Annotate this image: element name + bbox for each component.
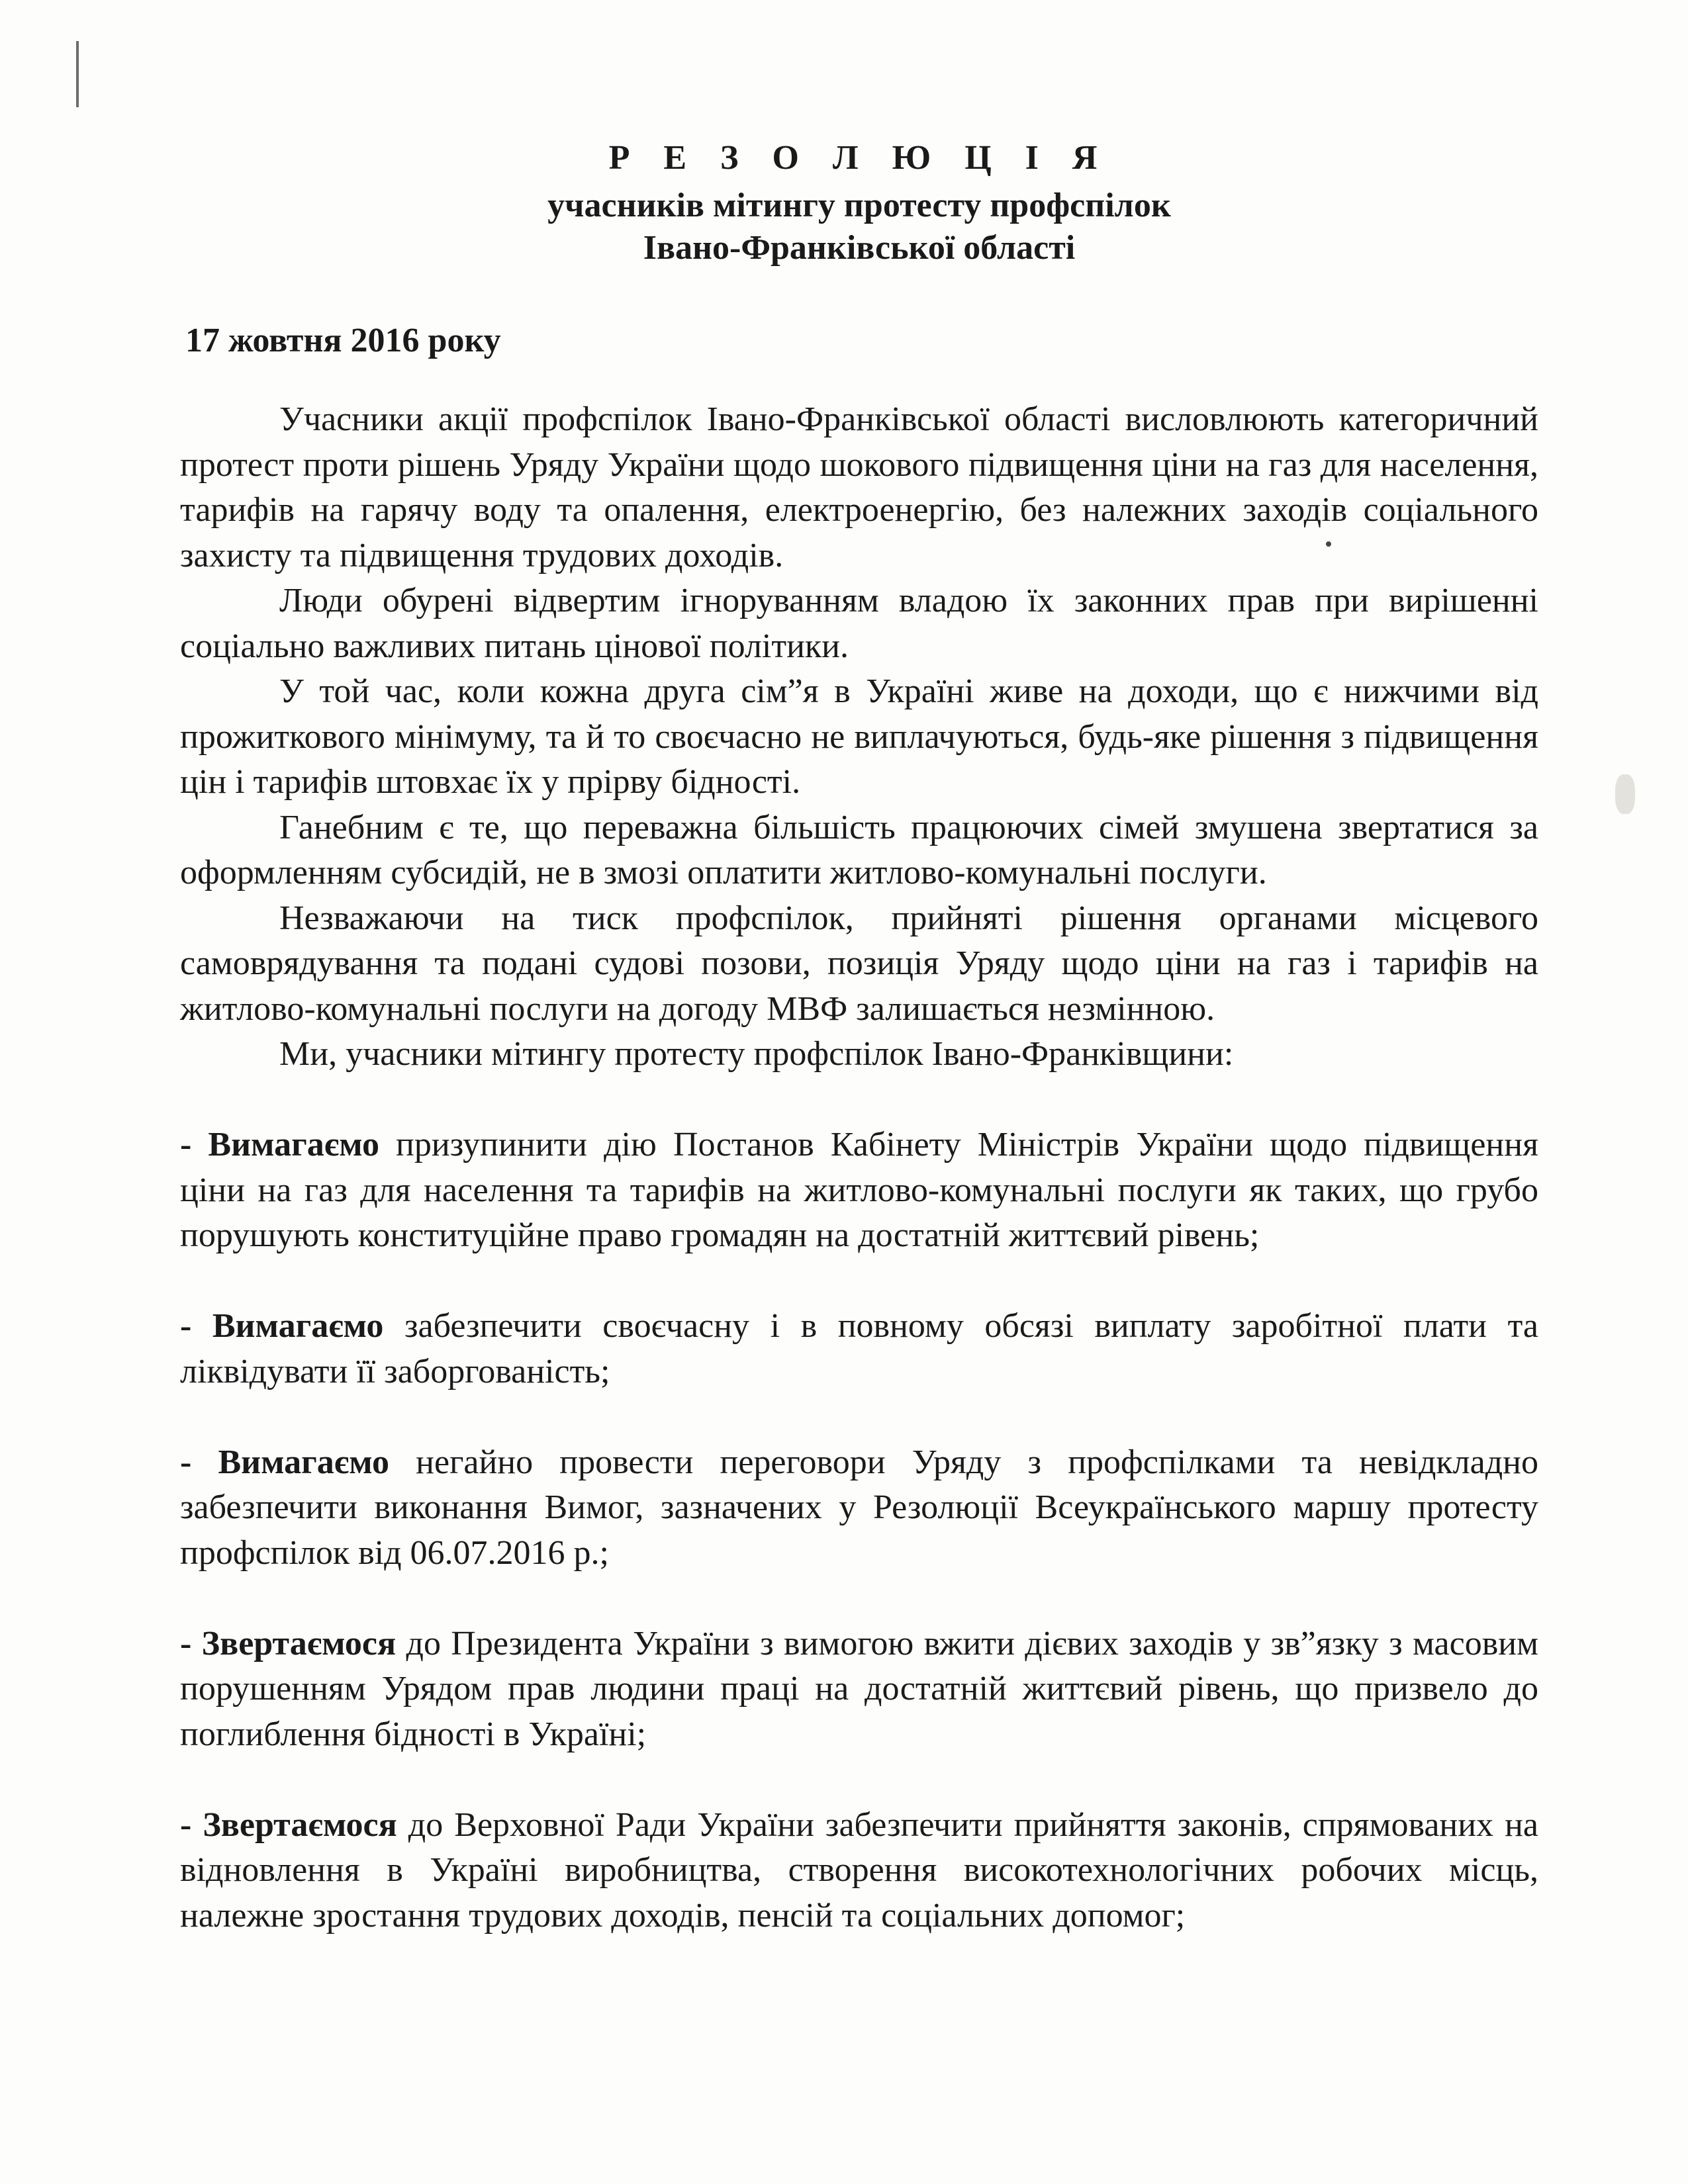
demand-item <box>180 1122 1538 1259</box>
paragraph: Незважаючи на тиск профспілок, прийняті рішення органами місцевого самоврядування та подані судові позови, позиція Уряду щодо ціни на газ і тарифів на житлово-комунальні послуги на догоду МВФ залишається незмінною. <box>180 899 1538 1028</box>
document-subtitle-line1: учасників мітингу протесту профспілок <box>547 187 1171 224</box>
demand-item <box>180 1304 1538 1394</box>
demand-item <box>180 1803 1538 1939</box>
document-subtitle-line2: Івано-Франківської області <box>643 229 1076 267</box>
scan-speck <box>1615 774 1635 814</box>
paragraph: Ми, учасники мітингу протесту профспілок Івано-Франківщини: <box>279 1035 1234 1073</box>
demand-text: призупинити дію Постанов Кабінету Міністрів України щодо підвищення ціни на газ для населення та тарифів на житлово-комунальні послуги як таких, що грубо порушують конституційне право громадян на достатній життєвий рівень; <box>180 1126 1538 1254</box>
spacer <box>180 1576 1538 1621</box>
document-body <box>180 397 1538 1938</box>
paragraph: Ганебним є те, що переважна більшість працюючих сімей змушена звертатися за оформленням субсидій, не в змозі оплатити житлово-комунальні послуги. <box>180 808 1538 891</box>
demand-prefix: - Звертаємося <box>180 1624 397 1662</box>
scan-mark <box>76 41 79 107</box>
spacer <box>180 1259 1538 1304</box>
demand-prefix: - Вимагаємо <box>180 1443 389 1481</box>
paragraph: У той час, коли кожна друга сім”я в Україні живе на доходи, що є нижчими від прожиткового мінімуму, та й то своєчасно не виплачуються, будь-яке рішення з підвищення цін і тарифів штовхає їх у прірву бідності. <box>180 672 1538 801</box>
spacer <box>180 1757 1538 1803</box>
demand-text: до Верховної Ради України забезпечити прийняття законів, спрямованих на відновлення в Україні виробництва, створення високотехнологічних робочих місць, належне зростання трудових доходів, пенсій та соціальних допомог; <box>180 1805 1538 1934</box>
demand-item <box>180 1621 1538 1758</box>
demand-prefix: - Звертаємося <box>180 1805 397 1844</box>
demand-text: забезпечити своєчасну і в повному обсязі виплату заробітної плати та ліквідувати її заборгованість; <box>180 1307 1539 1390</box>
paragraph: Учасники акції профспілок Івано-Франківської області висловлюють категоричний протест проти рішень Уряду України щодо шокового підвищення ціни на газ для населення, тарифів на гарячу воду та опалення, електроенергію, без належних заходів соціального захисту та підвищення трудових доходів. <box>180 400 1538 574</box>
demand-item <box>180 1440 1538 1576</box>
document-title: Р Е З О Л Ю Ц І Я <box>608 139 1110 177</box>
spacer <box>180 1077 1538 1123</box>
demand-prefix: - Вимагаємо <box>180 1126 379 1163</box>
spacer <box>180 1394 1538 1440</box>
document-date: 17 жовтня 2016 року <box>185 322 501 359</box>
demand-text: до Президента України з вимогою вжити дієвих заходів у зв”язку з масовим порушенням Урядом прав людини праці на достатній життєвий рівень, що призвело до поглиблення бідності в Україні; <box>180 1624 1538 1753</box>
paragraph: Люди обурені відвертим ігноруванням владою їх законних прав при вирішенні соціально важливих питань цінової політики. <box>180 582 1538 665</box>
demand-text: негайно провести переговори Уряду з профспілками та невідкладно забезпечити виконання Вимог, зазначених у Резолюції Всеукраїнського маршу протесту профспілок від 06.07.2016 р.; <box>180 1443 1539 1572</box>
demand-prefix: - Вимагаємо <box>180 1307 384 1345</box>
